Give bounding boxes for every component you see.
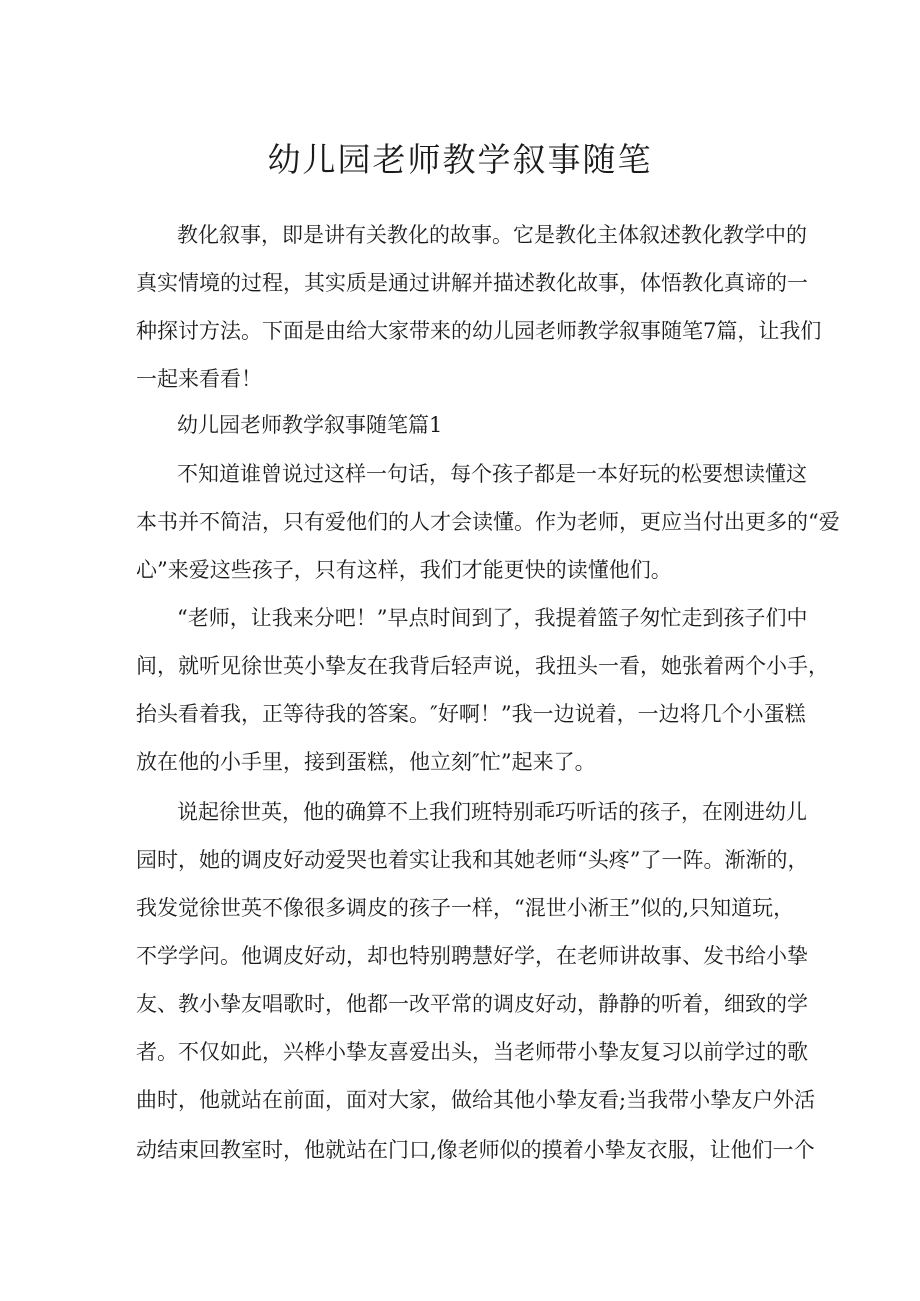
body-line: 说起徐世英，他的确算不上我们班特别乖巧听话的孩子，在刚进幼儿: [177, 800, 807, 824]
body-line: 间，就听见徐世英小挚友在我背后轻声说，我扭头一看，她张着两个小手，: [136, 654, 829, 678]
body-line: 放在他的小手里，接到蛋糕，他立刻″忙”起来了。: [136, 750, 596, 774]
body-line: 友、教小挚友唱歌时，他都一改平常的调皮好动，静静的听着，细致的学: [136, 992, 808, 1016]
body-line: 者。不仅如此，兴桦小挚友喜爱出头，当老师带小挚友复习以前学过的歌: [136, 1040, 808, 1064]
body-line: “老师，让我来分吧！”早点时间到了，我提着篮子匆忙走到孩子们中: [177, 606, 808, 630]
body-line: 一起来看看！: [136, 367, 262, 391]
body-line: 心”来爱这些孩子，只有这样，我们才能更快的读懂他们。: [136, 558, 672, 582]
section-heading: 幼儿园老师教学叙事随笔篇1: [177, 413, 443, 437]
body-line: 动结束回教室时，他就站在门口,像老师似的摸着小挚友衣服，让他们一个: [136, 1138, 815, 1162]
body-line: 真实情境的过程，其实质是通过讲解并描述教化故事，体悟教化真谛的一: [136, 271, 808, 295]
body-line: 曲时，他就站在前面，面对大家，做给其他小挚友看;当我带小挚友户外活: [136, 1088, 816, 1112]
body-line: 不知道谁曾说过这样一句话，每个孩子都是一本好玩的松要想读懂这: [177, 462, 807, 486]
body-line: 抬头看着我，正等待我的答案。″好啊！”我一边说着，一边将几个小蛋糕: [136, 702, 806, 726]
body-line: 种探讨方法。下面是由给大家带来的幼儿园老师教学叙事随笔7篇，让我们: [136, 319, 822, 343]
body-line: 不学学问。他调皮好动，却也特别聘慧好学，在老师讲故事、发书给小挚: [136, 944, 808, 968]
body-line: 园时，她的调皮好动爱哭也着实让我和其她老师“头疼”了一阵。渐渐的，: [136, 848, 809, 872]
document-title: 幼儿园老师教学叙事随笔: [267, 140, 653, 179]
body-line: 教化叙事，即是讲有关教化的故事。它是教化主体叙述教化教学中的: [177, 223, 807, 247]
body-line: 我发觉徐世英不像很多调皮的孩子一样，“混世小淅王”似的,只知道玩，: [136, 896, 795, 920]
body-line: 本书并不简洁，只有爱他们的人才会读懂。作为老师，更应当付出更多的“爱: [136, 510, 840, 534]
